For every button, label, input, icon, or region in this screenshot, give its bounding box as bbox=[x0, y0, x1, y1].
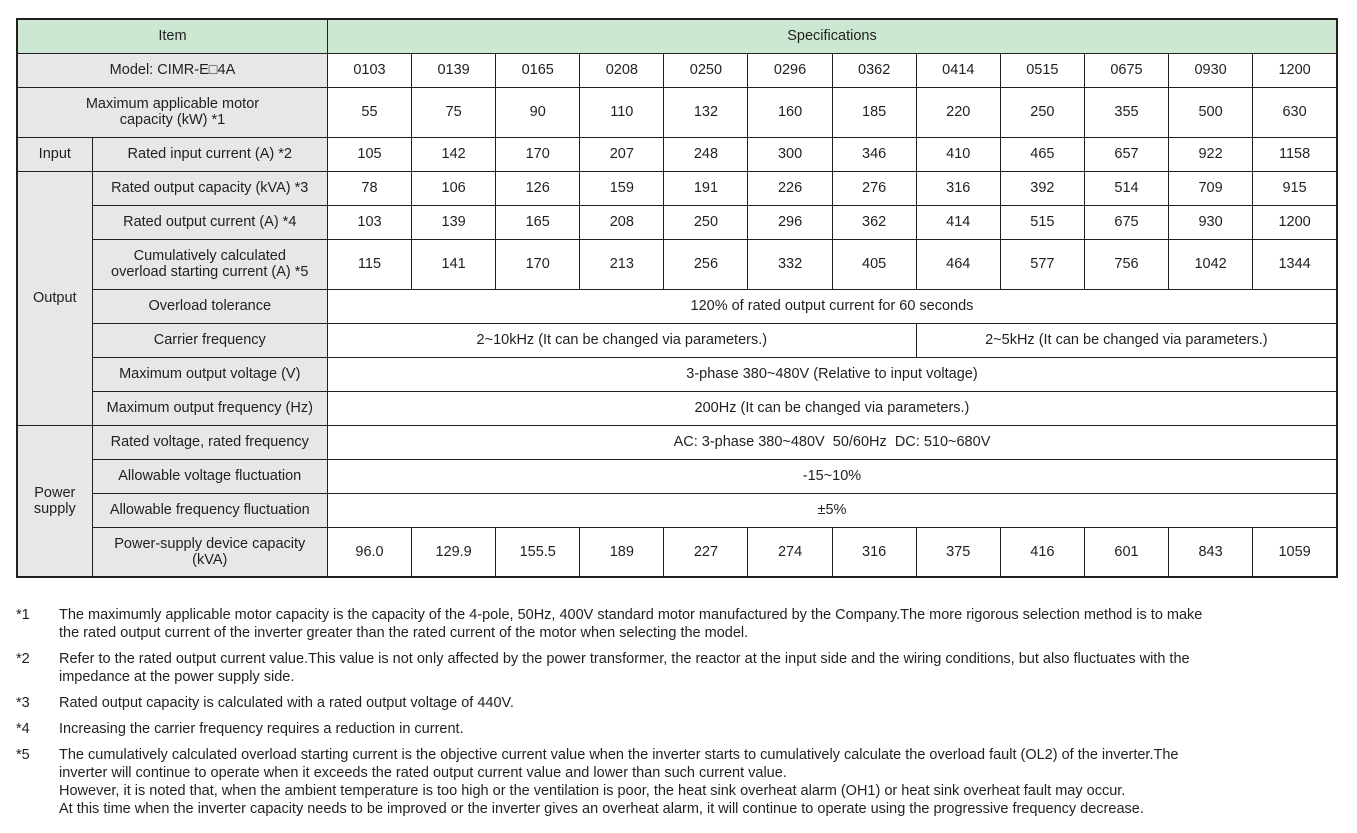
power-group-line2: supply bbox=[33, 500, 76, 517]
motor-value: 90 bbox=[496, 87, 580, 137]
carrier-frequency-value-b: 2~5kHz (It can be changed via parameters.) bbox=[916, 323, 1337, 357]
footnote-line: Rated output capacity is calculated with a rated output voltage of 440V. bbox=[59, 695, 514, 711]
motor-value: 630 bbox=[1253, 87, 1337, 137]
footnote-line: The maximumly applicable motor capacity is the capacity of the 4-pole, 50Hz, 400V standard motor manufactured by the Company.The more rigorous selection method is to make bbox=[59, 607, 1203, 623]
output-capacity-value: 915 bbox=[1253, 171, 1337, 205]
footnote bbox=[16, 650, 1336, 686]
max-output-voltage-row bbox=[17, 357, 1337, 391]
device-capacity-value: 1059 bbox=[1253, 527, 1337, 577]
overload-current-value: 756 bbox=[1084, 239, 1168, 289]
output-current-value: 675 bbox=[1084, 205, 1168, 239]
input-value: 410 bbox=[916, 137, 1000, 171]
output-current-value: 296 bbox=[748, 205, 832, 239]
input-current-label: Rated input current (A) *2 bbox=[92, 137, 327, 171]
footnote-line: However, it is noted that, when the ambient temperature is too high or the ventilation is poor, the heat sink overheat alarm (OH1) or heat sink overheat fault may occur. bbox=[59, 783, 1126, 799]
rated-voltage-value: AC: 3-phase 380~480V 50/60Hz DC: 510~680V bbox=[327, 425, 1337, 459]
overload-current-row bbox=[17, 239, 1337, 289]
input-value: 248 bbox=[664, 137, 748, 171]
frequency-fluctuation-value: ±5% bbox=[327, 493, 1337, 527]
motor-value: 250 bbox=[1000, 87, 1084, 137]
output-capacity-label: Rated output capacity (kVA) *3 bbox=[92, 171, 327, 205]
model-value: 0208 bbox=[580, 53, 664, 87]
power-supply-group-label bbox=[17, 425, 92, 577]
input-row bbox=[17, 137, 1337, 171]
output-current-value: 515 bbox=[1000, 205, 1084, 239]
model-value: 0139 bbox=[412, 53, 496, 87]
max-output-frequency-value: 200Hz (It can be changed via parameters.) bbox=[327, 391, 1337, 425]
input-value: 207 bbox=[580, 137, 664, 171]
footnote-number: *4 bbox=[16, 721, 30, 737]
overload-current-value: 213 bbox=[580, 239, 664, 289]
input-value: 300 bbox=[748, 137, 832, 171]
output-current-value: 139 bbox=[412, 205, 496, 239]
output-current-value: 103 bbox=[327, 205, 411, 239]
max-output-voltage-value: 3-phase 380~480V (Relative to input voltage) bbox=[327, 357, 1337, 391]
model-label: Model: CIMR-E□4A bbox=[17, 53, 327, 87]
model-row bbox=[17, 53, 1337, 87]
input-value: 170 bbox=[496, 137, 580, 171]
footnote-number: *1 bbox=[16, 607, 30, 623]
footnote-number: *5 bbox=[16, 747, 30, 763]
item-header: Item bbox=[17, 19, 327, 53]
carrier-frequency-row bbox=[17, 323, 1337, 357]
footnote-text bbox=[59, 746, 1336, 818]
footnote bbox=[16, 606, 1336, 642]
model-value: 0165 bbox=[496, 53, 580, 87]
device-capacity-row bbox=[17, 527, 1337, 577]
output-current-value: 165 bbox=[496, 205, 580, 239]
motor-value: 185 bbox=[832, 87, 916, 137]
input-value: 465 bbox=[1000, 137, 1084, 171]
frequency-fluctuation-label: Allowable frequency fluctuation bbox=[92, 493, 327, 527]
output-capacity-value: 159 bbox=[580, 171, 664, 205]
footnote-text bbox=[59, 720, 1336, 738]
output-capacity-value: 191 bbox=[664, 171, 748, 205]
motor-label-line1: Maximum applicable motor bbox=[85, 96, 260, 112]
overload-current-value: 405 bbox=[832, 239, 916, 289]
output-capacity-value: 316 bbox=[916, 171, 1000, 205]
footnote-line: the rated output current of the inverter greater than the rated current of the motor when selecting the model. bbox=[59, 625, 749, 641]
footnote bbox=[16, 720, 1336, 738]
footnote-text bbox=[59, 694, 1336, 712]
footnote-text bbox=[59, 650, 1336, 686]
overload-current-value: 332 bbox=[748, 239, 832, 289]
output-current-value: 1200 bbox=[1253, 205, 1337, 239]
device-capacity-line2: (kVA) bbox=[192, 551, 228, 568]
footnote-line: Refer to the rated output current value.This value is not only affected by the power transformer, the reactor at the input side and the wiring conditions, but also fluctuates with the bbox=[59, 651, 1190, 667]
input-value: 105 bbox=[327, 137, 411, 171]
device-capacity-value: 129.9 bbox=[412, 527, 496, 577]
footnotes bbox=[16, 606, 1336, 826]
footnote-line: inverter will continue to operate when it exceeds the rated output current value and lower than such current value. bbox=[59, 765, 787, 781]
footnote-line: Increasing the carrier frequency requires a reduction in current. bbox=[59, 721, 464, 737]
footnote-line: impedance at the power supply side. bbox=[59, 669, 295, 685]
voltage-fluctuation-value: -15~10% bbox=[327, 459, 1337, 493]
motor-row bbox=[17, 87, 1337, 137]
output-capacity-value: 514 bbox=[1084, 171, 1168, 205]
device-capacity-value: 375 bbox=[916, 527, 1000, 577]
carrier-frequency-label: Carrier frequency bbox=[92, 323, 327, 357]
motor-value: 160 bbox=[748, 87, 832, 137]
output-capacity-value: 709 bbox=[1169, 171, 1253, 205]
max-output-frequency-row bbox=[17, 391, 1337, 425]
output-capacity-value: 126 bbox=[496, 171, 580, 205]
output-current-label: Rated output current (A) *4 bbox=[92, 205, 327, 239]
motor-value: 75 bbox=[412, 87, 496, 137]
output-current-value: 930 bbox=[1169, 205, 1253, 239]
motor-value: 55 bbox=[327, 87, 411, 137]
model-value: 0515 bbox=[1000, 53, 1084, 87]
motor-value: 355 bbox=[1084, 87, 1168, 137]
input-value: 922 bbox=[1169, 137, 1253, 171]
frequency-fluctuation-row bbox=[17, 493, 1337, 527]
motor-value: 132 bbox=[664, 87, 748, 137]
overload-current-value: 256 bbox=[664, 239, 748, 289]
voltage-fluctuation-row bbox=[17, 459, 1337, 493]
overload-tolerance-value: 120% of rated output current for 60 seconds bbox=[327, 289, 1337, 323]
max-output-voltage-label: Maximum output voltage (V) bbox=[92, 357, 327, 391]
device-capacity-line1: Power-supply device capacity bbox=[114, 535, 306, 552]
device-capacity-value: 416 bbox=[1000, 527, 1084, 577]
overload-current-label bbox=[92, 239, 327, 289]
device-capacity-value: 155.5 bbox=[496, 527, 580, 577]
overload-current-value: 1042 bbox=[1169, 239, 1253, 289]
model-value: 0930 bbox=[1169, 53, 1253, 87]
overload-current-value: 141 bbox=[412, 239, 496, 289]
overload-current-value: 170 bbox=[496, 239, 580, 289]
motor-label bbox=[17, 87, 327, 137]
output-current-row bbox=[17, 205, 1337, 239]
output-current-value: 414 bbox=[916, 205, 1000, 239]
specifications-header: Specifications bbox=[327, 19, 1337, 53]
device-capacity-value: 227 bbox=[664, 527, 748, 577]
motor-value: 500 bbox=[1169, 87, 1253, 137]
overload-current-value: 577 bbox=[1000, 239, 1084, 289]
motor-value: 110 bbox=[580, 87, 664, 137]
output-current-value: 362 bbox=[832, 205, 916, 239]
motor-label-line2: capacity (kW) *1 bbox=[119, 112, 226, 128]
output-capacity-row bbox=[17, 171, 1337, 205]
voltage-fluctuation-label: Allowable voltage fluctuation bbox=[92, 459, 327, 493]
footnote-line: The cumulatively calculated overload starting current is the objective current value when the inverter starts to cumulatively calculate the overload fault (OL2) of the inverter.The bbox=[59, 747, 1179, 763]
output-capacity-value: 226 bbox=[748, 171, 832, 205]
model-value: 0296 bbox=[748, 53, 832, 87]
overload-current-value: 115 bbox=[327, 239, 411, 289]
footnote-number: *3 bbox=[16, 695, 30, 711]
overload-current-value: 1344 bbox=[1253, 239, 1337, 289]
device-capacity-value: 316 bbox=[832, 527, 916, 577]
device-capacity-label bbox=[92, 527, 327, 577]
output-capacity-value: 392 bbox=[1000, 171, 1084, 205]
rated-voltage-row bbox=[17, 425, 1337, 459]
overload-label-line2: overload starting current (A) *5 bbox=[111, 264, 309, 280]
input-value: 142 bbox=[412, 137, 496, 171]
model-value: 0250 bbox=[664, 53, 748, 87]
overload-tolerance-label: Overload tolerance bbox=[92, 289, 327, 323]
max-output-frequency-label: Maximum output frequency (Hz) bbox=[92, 391, 327, 425]
overload-label-line1: Cumulatively calculated bbox=[133, 248, 286, 264]
device-capacity-value: 843 bbox=[1169, 527, 1253, 577]
device-capacity-value: 189 bbox=[580, 527, 664, 577]
footnote bbox=[16, 694, 1336, 712]
output-capacity-value: 78 bbox=[327, 171, 411, 205]
input-value: 1158 bbox=[1253, 137, 1337, 171]
power-group-line1: Power bbox=[34, 484, 76, 501]
input-value: 346 bbox=[832, 137, 916, 171]
device-capacity-value: 274 bbox=[748, 527, 832, 577]
device-capacity-value: 96.0 bbox=[327, 527, 411, 577]
header-row bbox=[17, 19, 1337, 53]
model-value: 0414 bbox=[916, 53, 1000, 87]
output-capacity-value: 106 bbox=[412, 171, 496, 205]
model-value: 1200 bbox=[1253, 53, 1337, 87]
footnote-line: At this time when the inverter capacity needs to be improved or the inverter gives an overheat alarm, it will continue to operate using the progressive frequency decrease. bbox=[59, 801, 1144, 817]
model-value: 0675 bbox=[1084, 53, 1168, 87]
footnote bbox=[16, 746, 1336, 818]
output-capacity-value: 276 bbox=[832, 171, 916, 205]
motor-value: 220 bbox=[916, 87, 1000, 137]
output-current-value: 208 bbox=[580, 205, 664, 239]
rated-voltage-label: Rated voltage, rated frequency bbox=[92, 425, 327, 459]
model-value: 0103 bbox=[327, 53, 411, 87]
overload-current-value: 464 bbox=[916, 239, 1000, 289]
spec-table bbox=[16, 18, 1338, 578]
footnote-text bbox=[59, 606, 1336, 642]
input-group-label: Input bbox=[17, 137, 92, 171]
output-group-label: Output bbox=[17, 171, 92, 425]
carrier-frequency-value-a: 2~10kHz (It can be changed via parameters.) bbox=[327, 323, 916, 357]
output-current-value: 250 bbox=[664, 205, 748, 239]
input-value: 657 bbox=[1084, 137, 1168, 171]
device-capacity-value: 601 bbox=[1084, 527, 1168, 577]
model-value: 0362 bbox=[832, 53, 916, 87]
overload-tolerance-row bbox=[17, 289, 1337, 323]
footnote-number: *2 bbox=[16, 651, 30, 667]
